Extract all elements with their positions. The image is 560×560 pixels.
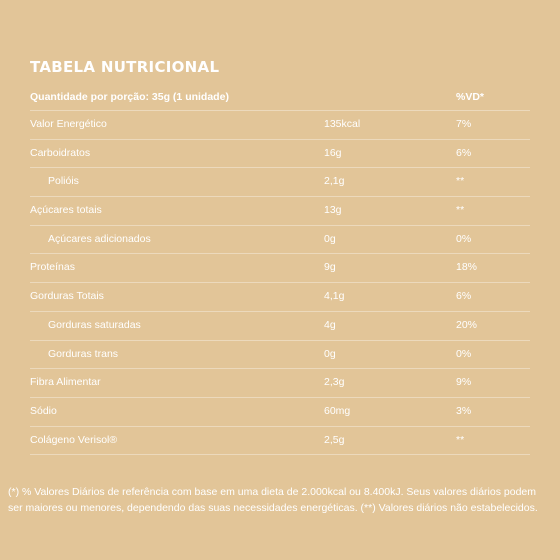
nutrient-vd: 20%	[456, 318, 478, 331]
table-row	[30, 312, 530, 341]
table-row	[30, 427, 530, 456]
nutrient-name: Fibra Alimentar	[30, 376, 101, 389]
nutrient-quantity: 16g	[324, 146, 342, 159]
nutrient-quantity: 0g	[324, 347, 336, 360]
nutrient-vd: 0%	[456, 232, 472, 245]
table-header-row	[30, 84, 530, 111]
nutrient-name: Colágeno Verisol®	[30, 433, 118, 446]
nutrient-quantity: 2,3g	[324, 376, 345, 389]
nutrient-name: Sódio	[30, 404, 57, 417]
table-title: TABELA NUTRICIONAL	[30, 58, 220, 76]
table-row	[30, 168, 530, 197]
table-row	[30, 398, 530, 427]
nutrient-quantity: 4g	[324, 318, 336, 331]
nutrient-quantity: 2,5g	[324, 433, 345, 446]
nutrient-name: Valor Energético	[30, 118, 107, 130]
nutrient-quantity: 2,1g	[324, 175, 345, 188]
nutrient-vd: **	[456, 204, 465, 217]
nutrient-name: Açúcares adicionados	[48, 232, 151, 245]
nutrient-name: Carboidratos	[30, 146, 91, 159]
table-row	[30, 254, 530, 283]
nutrient-name: Polióis	[48, 175, 79, 188]
vd-header: %VD*	[456, 91, 485, 103]
nutrient-vd: 18%	[456, 261, 478, 274]
table-row	[30, 341, 530, 370]
nutrient-quantity: 60mg	[324, 404, 351, 417]
nutrition-table	[30, 84, 530, 455]
nutrient-quantity: 0g	[324, 232, 336, 245]
table-row	[30, 226, 530, 255]
table-row	[30, 283, 530, 312]
nutrient-vd: 3%	[456, 404, 472, 417]
nutrient-quantity: 9g	[324, 261, 336, 274]
nutrient-vd: 7%	[456, 118, 472, 130]
portion-label: Quantidade por porção: 35g (1 unidade)	[30, 91, 229, 103]
nutrient-name: Gorduras saturadas	[48, 318, 141, 331]
nutrient-vd: 0%	[456, 347, 472, 360]
nutrient-name: Açúcares totais	[30, 204, 102, 217]
nutrient-name: Gorduras Totais	[30, 290, 104, 303]
nutrient-vd: 9%	[456, 376, 472, 389]
nutrient-vd: 6%	[456, 290, 472, 303]
table-row	[30, 369, 530, 398]
table-row	[30, 111, 530, 140]
nutrient-quantity: 135kcal	[324, 118, 361, 130]
nutrient-name: Proteínas	[30, 261, 75, 274]
nutrient-quantity: 13g	[324, 204, 342, 217]
nutrient-name: Gorduras trans	[48, 347, 119, 360]
table-row	[30, 197, 530, 226]
nutrient-vd: 6%	[456, 146, 472, 159]
nutrient-vd: **	[456, 433, 465, 446]
table-row	[30, 140, 530, 169]
nutrient-quantity: 4,1g	[324, 290, 345, 303]
footnote: (*) % Valores Diários de referência com base em uma dieta de 2.000kcal ou 8.400kJ. Seus valores diários podem ser maiores ou menores, dependendo das suas necessidades energéticas. (**) Valores diários não estabelecidos.	[8, 486, 538, 514]
nutrient-vd: **	[456, 175, 465, 188]
